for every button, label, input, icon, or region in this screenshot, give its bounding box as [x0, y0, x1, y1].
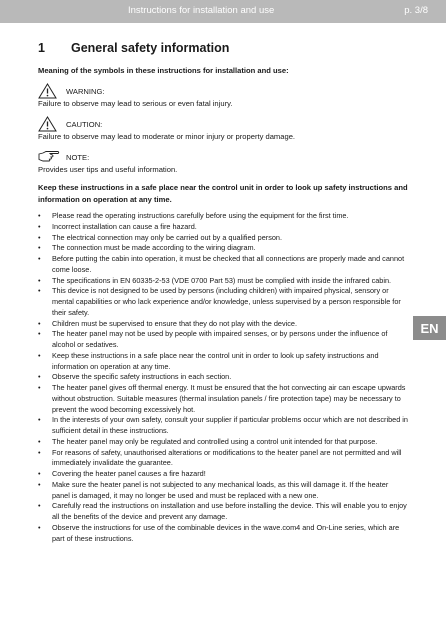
- warning-description: Failure to observe may lead to serious or even fatal injury.: [38, 99, 233, 108]
- list-item: • Keep these instructions in a safe place near the control unit in order to look up safety instructions and information on operation at any time.: [38, 351, 408, 373]
- list-item: • Before putting the cabin into operation, it must be checked that all connections are properly made and cannot come loose.: [38, 254, 408, 276]
- list-item: • Covering the heater panel causes a fire hazard!: [38, 469, 408, 480]
- warning-block: [38, 84, 232, 109]
- list-item: • This device is not designed to be used by persons (including children) with impaired physical, sensory or mental capabilities or who lack experience and/or knowledge, unless supervised by a person responsible for their safety.: [38, 286, 408, 318]
- list-item: • The heater panel gives off thermal energy. It must be ensured that the hot convecting air can escape upwards without obstruction. Suitable measures (thermal insulation panels / fire protection tape) may be necessary to prevent the wood becoming excessively hot.: [38, 383, 408, 415]
- list-item: • The specifications in EN 60335-2-53 (VDE 0700 Part 53) must be complied with inside the infrared cabin.: [38, 276, 408, 287]
- caution-triangle-icon: [38, 116, 57, 132]
- note-description: Provides user tips and useful information.: [38, 165, 178, 174]
- list-item: • Make sure the heater panel is not subjected to any mechanical loads, as this will damage it. If the heater panel is damaged, it may no longer be used and must be replaced with a new one.: [38, 480, 408, 502]
- list-item: • The connection must be made according to the wiring diagram.: [38, 243, 408, 254]
- caution-label: CAUTION:: [66, 120, 103, 129]
- warning-triangle-icon: [38, 83, 57, 99]
- header-title: Instructions for installation and use: [128, 5, 275, 16]
- page-header: [0, 0, 446, 23]
- list-item: • Children must be supervised to ensure that they do not play with the device.: [38, 319, 408, 330]
- keep-instructions-heading: Keep these instructions in a safe place near the control unit in order to look up safety instructions and information on operation at any time.: [38, 183, 408, 204]
- list-item: • For reasons of safety, unauthorised alterations or modifications to the heater panel are not permitted and will immediately invalidate the guarantee.: [38, 448, 408, 470]
- list-item: • The heater panel may only be regulated and controlled using a control unit intended for that purpose.: [38, 437, 408, 448]
- symbols-heading: Meaning of the symbols in these instructions for installation and use:: [38, 66, 289, 75]
- page-number: p. 3/8: [404, 5, 428, 16]
- note-block: [38, 150, 177, 175]
- section-number: 1: [38, 41, 45, 55]
- list-item: • The electrical connection may only be carried out by a qualified person.: [38, 233, 408, 244]
- caution-description: Failure to observe may lead to moderate or minor injury or property damage.: [38, 132, 296, 141]
- list-item: • Observe the specific safety instructions in each section.: [38, 372, 408, 383]
- warning-label: WARNING:: [66, 87, 105, 96]
- section-title: [38, 41, 229, 55]
- list-item: • Observe the instructions for use of the combinable devices in the wave.com4 and On-Line series, which are part of these instructions.: [38, 523, 408, 545]
- note-label: NOTE:: [66, 153, 90, 162]
- caution-block: [38, 117, 295, 142]
- list-item: • Please read the operating instructions carefully before using the equipment for the first time.: [38, 211, 408, 222]
- list-item: • In the interests of your own safety, consult your supplier if particular problems occur which are not described in sufficient detail in these instructions.: [38, 415, 408, 437]
- section-title-text: General safety information: [71, 41, 230, 55]
- pointing-hand-icon: [38, 149, 60, 163]
- safety-bullet-list: [38, 211, 408, 544]
- list-item: • Incorrect installation can cause a fire hazard.: [38, 222, 408, 233]
- list-item: • Carefully read the instructions on installation and use before installing the device. This will enable you to enjoy all the benefits of the device and prevent any damage.: [38, 501, 408, 523]
- language-tab[interactable]: EN: [413, 316, 446, 340]
- list-item: • The heater panel may not be used by people with impaired senses, or by persons under the influence of alcohol or sedatives.: [38, 329, 408, 351]
